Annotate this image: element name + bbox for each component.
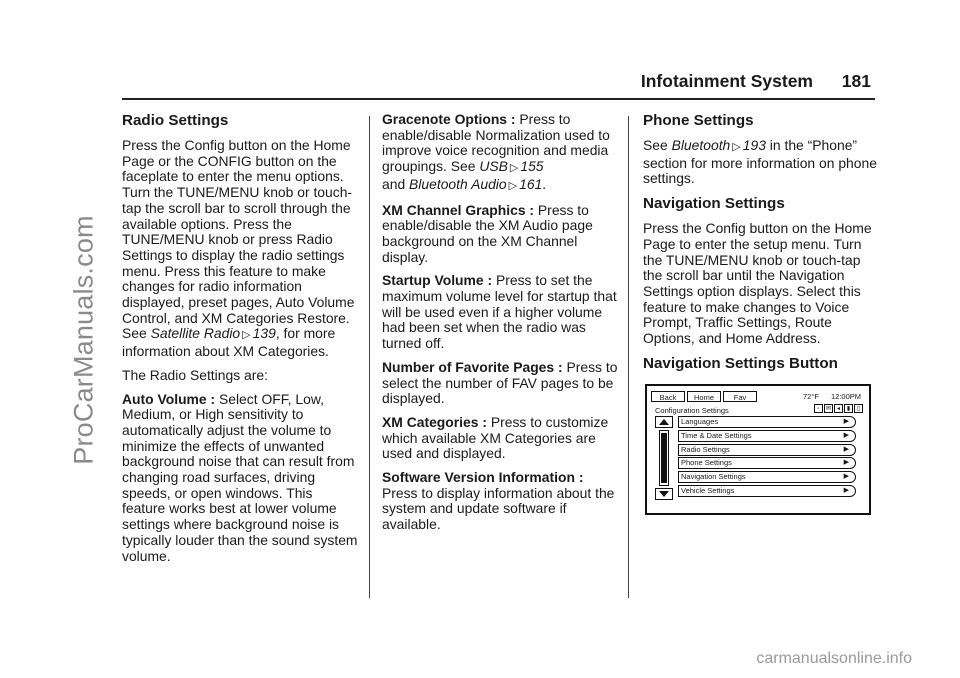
chevron-right-icon: ▶ [843, 445, 849, 453]
scroll-thumb[interactable] [661, 433, 667, 483]
volume-status-icon: ◂ [834, 404, 843, 413]
auto-volume-entry: Auto Volume : Select OFF, Low, Medium, or High sensitivity to automatically adjust the volume to minimize the effects of unwanted background noise that can result from changing road surfaces, driving speeds, or open windows. This feature works best at lower volume settings where background noise is typically louder than the sound system volume. [122, 390, 358, 564]
column-divider-1 [369, 116, 370, 598]
xm-channel-graphics-entry: XM Channel Graphics : Press to enable/disable the XM Audio page background on the XM Channel display. [382, 201, 593, 265]
triangle-right-outline-icon: ▷ [508, 179, 518, 192]
chevron-right-icon: ▶ [843, 431, 849, 439]
software-version-entry: Software Version Information : Press to display information about the system and update software if available. [382, 469, 615, 533]
xm-categories-entry: XM Categories : Press to customize which available XM Categories are used and displayed. [382, 413, 609, 462]
navigation-settings-heading: Navigation Settings [643, 195, 785, 213]
triangle-right-outline-icon: ▷ [509, 162, 519, 175]
page-number: 181 [841, 71, 871, 91]
clock-readout: 12:00PM [831, 392, 862, 401]
column-2 [382, 112, 618, 541]
header-rule [122, 98, 875, 100]
scroll-down-button[interactable] [655, 488, 673, 500]
column-3 [643, 112, 879, 381]
phone-settings-heading: Phone Settings [643, 112, 754, 129]
back-button[interactable]: Back [651, 391, 685, 402]
scroll-bar[interactable] [653, 416, 675, 500]
triangle-right-outline-icon: ▷ [242, 329, 251, 342]
footer-watermark: carmanualsonline.info [756, 650, 912, 667]
bluetooth-audio-link[interactable]: Bluetooth Audio [409, 175, 507, 192]
triangle-right-outline-icon: ▷ [732, 141, 741, 153]
radio-settings-heading: Radio Settings [122, 112, 229, 129]
status-icons [814, 404, 863, 413]
favorite-pages-entry: Number of Favorite Pages : Press to select the number of FAV pages to be displayed. [382, 358, 618, 407]
navigation-settings-text: Press the Config button on the Home Page to enter the setup menu. Turn the TUNE/MENU knob or touch-tap the scroll bar until the Navigation Settings option displays. Select this feature to make changes to Voice Prompt, Traffic Settings, Route Options, and Home Address. [643, 220, 872, 347]
satellite-radio-page[interactable]: 139 [252, 325, 276, 342]
gracenote-entry: Gracenote Options : Press to enable/disable Normalization used to improve voice recognition and media groupings. See USB ▷ 155 and Bluetooth Audio ▷ 161. [382, 111, 610, 192]
bluetooth-audio-page[interactable]: 161 [519, 175, 543, 192]
column-divider-2 [628, 116, 629, 598]
chevron-right-icon: ▶ [843, 418, 849, 425]
battery-status-icon: ▯ [854, 404, 863, 413]
side-watermark: ProCarManuals.com [68, 215, 99, 465]
menu-item-radio[interactable]: Radio Settings ▶ [678, 444, 856, 456]
section-title: Infotainment System [640, 71, 813, 91]
chevron-right-icon: ▶ [843, 473, 849, 481]
menu-item-phone[interactable]: Phone Settings ▶ [678, 457, 856, 469]
screen-title: Configuration Settings [655, 406, 729, 415]
phone-settings-text: See Bluetooth ▷ 193 in the “Phone” section for more information on phone settings. [643, 137, 877, 187]
chevron-right-icon: ▶ [843, 459, 849, 467]
chevron-right-icon: ▶ [843, 486, 849, 494]
fav-button[interactable]: Fav [723, 391, 757, 402]
satellite-radio-link[interactable]: Satellite Radio [150, 325, 241, 342]
bluetooth-page[interactable]: 193 [742, 137, 766, 153]
column-1 [122, 112, 358, 572]
scroll-track[interactable] [659, 430, 669, 486]
triangle-up-icon [656, 417, 672, 427]
menu-item-languages[interactable]: Languages ▶ [678, 416, 856, 428]
scroll-up-button[interactable] [655, 416, 673, 428]
navigation-settings-button-heading: Navigation Settings Button [643, 354, 838, 372]
bluetooth-link[interactable]: Bluetooth [671, 137, 731, 153]
usb-link[interactable]: USB [479, 158, 508, 175]
phone-status-icon: ▫ [814, 404, 823, 413]
menu-item-time-date[interactable]: Time & Date Settings ▶ [678, 430, 856, 442]
startup-volume-entry: Startup Volume : Press to set the maximum volume level for startup that will be used even if a higher volume had been set when the radio was turned off. [382, 272, 617, 352]
home-button[interactable]: Home [687, 391, 721, 402]
radio-settings-intro: Press the Config button on the Home Page or the CONFIG button on the faceplate to enter the menu options. Turn the TUNE/MENU knob or touch-tap the scroll bar to scroll through the available options. Press the TUNE/MENU knob or press Radio Settings to display the radio settings menu. Press this feature to make changes for radio information displayed, preset pages, Auto Volume Control, and XM Categories Restore. See Satellite Radio ▷ 139, for more information about XM Categories. [122, 137, 355, 360]
menu-item-vehicle[interactable]: Vehicle Settings ▶ [678, 485, 856, 497]
temperature-readout: 72°F [803, 392, 819, 401]
signal-status-icon: ▮ [844, 404, 853, 413]
usb-page[interactable]: 155 [520, 158, 544, 175]
menu-item-navigation[interactable]: Navigation Settings ▶ [678, 471, 856, 483]
page-header [592, 71, 875, 97]
config-settings-screen [645, 384, 871, 515]
triangle-down-icon [656, 489, 672, 499]
settings-menu [678, 416, 856, 499]
radio-settings-list-intro: The Radio Settings are: [122, 366, 268, 383]
message-status-icon: ✉ [825, 406, 832, 412]
